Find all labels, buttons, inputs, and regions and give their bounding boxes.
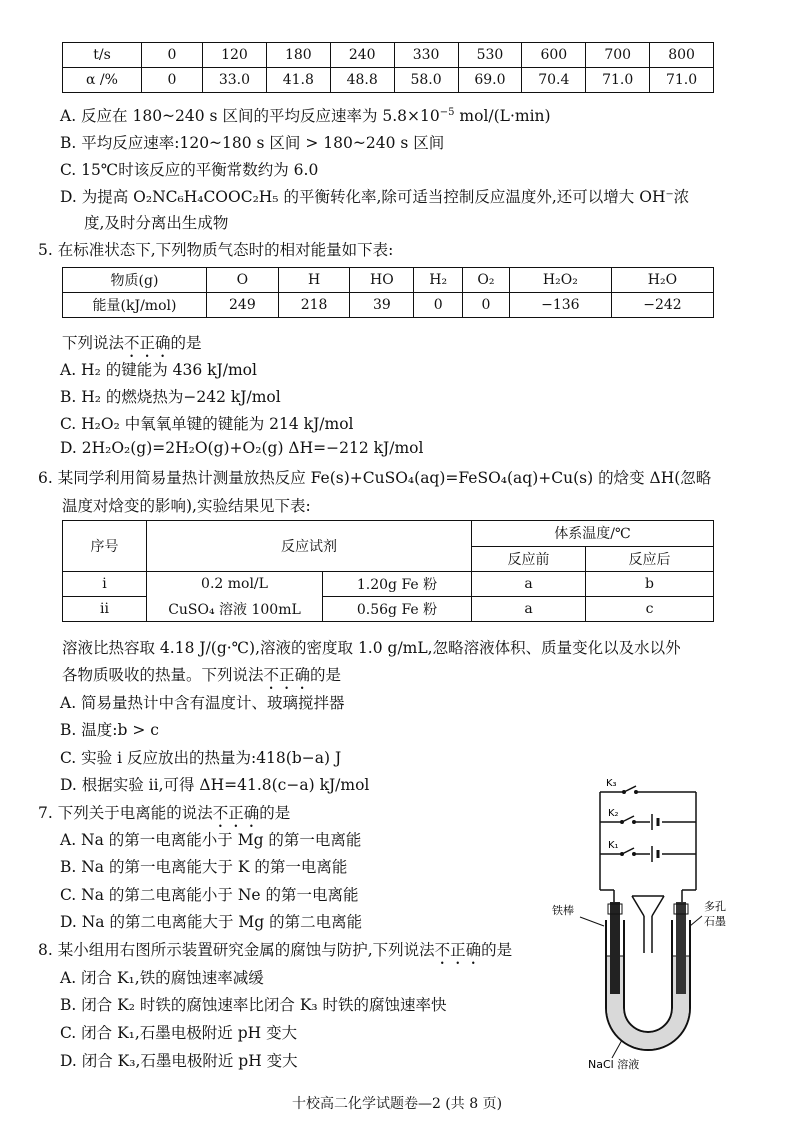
table-cell: 180 [266,43,330,68]
table-row [63,68,714,93]
table-row [63,521,714,547]
q6-note: 溶液比热容取 4.18 J/(g·℃),溶液的密度取 1.0 g/mL,忽略溶液体积、质量变化以及水以外 [62,639,681,657]
table-cell: 218 [278,293,350,318]
table-cell: 600 [522,43,586,68]
q4-option-a-unit: mol/(L·min) [454,107,551,125]
q5-question [62,331,202,361]
q5-stem: 5. 在标准状态下,下列物质气态时的相对能量如下表: [38,241,394,259]
q4-option-a [60,104,551,126]
table-cell: 33.0 [203,68,267,93]
header-before: 反应前 [472,546,586,572]
table-cell: 69.0 [458,68,522,93]
table-cell: 249 [207,293,279,318]
q5-option-a: A. H₂ 的键能为 436 kJ/mol [60,361,257,379]
table-cell: 物质(g) [63,268,207,293]
q7-stem-emphasis: 不正确 [212,804,260,822]
q6-question-text: 各物质吸收的热量。下列说法 [62,666,264,684]
table-row [63,572,714,597]
q5-option-c: C. H₂O₂ 中氧氧单键的键能为 214 kJ/mol [60,415,354,433]
q8-option-b: B. 闭合 K₂ 时铁的腐蚀速率比闭合 K₃ 时铁的腐蚀速率快 [60,996,447,1014]
q6-stem-cont: 温度对焓变的影响),实验结果见下表: [62,497,311,515]
graphite-label-2: 石墨 [704,915,726,928]
table-cell: H [278,268,350,293]
table-cell: α /% [63,68,142,93]
page-footer: 十校高二化学试题卷—2 (共 8 页) [291,1096,503,1112]
table-cell: 0 [414,293,463,318]
table-cell: O [207,268,279,293]
k3-label: K₃ [606,778,617,789]
energy-table [62,267,714,318]
table-cell: 530 [458,43,522,68]
table-cell: 800 [650,43,714,68]
table-cell: 41.8 [266,68,330,93]
battery-icon [652,814,658,862]
table-cell: O₂ [463,268,510,293]
table-cell: 240 [330,43,394,68]
table-cell: −136 [509,293,611,318]
table-cell: H₂O [611,268,713,293]
switch-contacts [620,790,638,856]
table-cell: HO [350,268,414,293]
table-cell: t/s [63,43,142,68]
calorimetry-table [62,520,714,622]
table-cell: 39 [350,293,414,318]
q8-option-a: A. 闭合 K₁,铁的腐蚀速率减缓 [60,969,264,987]
q8-stem-tail: 的是 [481,941,513,959]
q6-option-b: B. 温度:b > c [60,721,159,739]
q4-option-a-text: A. 反应在 180~240 s 区间的平均反应速率为 5.8×10 [60,107,440,125]
q4-option-d: D. 为提高 O₂NC₆H₄COOC₂H₅ 的平衡转化率,除可适当控制反应温度外,还可以增大 OH⁻浓 [60,188,690,206]
header-temperature: 体系温度/℃ [472,521,714,547]
table-cell: CuSO₄ 溶液 100mL [147,597,323,622]
q5-question-emphasis: 不正确 [124,334,171,352]
table-cell: 0 [142,43,203,68]
q7-stem-tail: 的是 [259,804,291,822]
q7-option-c: C. Na 的第二电离能小于 Ne 的第一电离能 [60,886,359,904]
header-no: 序号 [63,521,147,572]
table-cell: i [63,572,147,597]
corrosion-apparatus-figure [552,778,732,1078]
table-cell: 0.56g Fe 粉 [323,597,472,622]
table-row [63,268,714,293]
q4-option-a-exponent: −5 [439,106,455,118]
q8-stem-emphasis: 不正确 [434,941,482,959]
q6-question [62,663,341,693]
table-cell: a [472,572,586,597]
table-cell: b [586,572,714,597]
table-cell: 能量(kJ/mol) [63,293,207,318]
q6-question-emphasis: 不正确 [263,666,311,684]
q5-option-b: B. H₂ 的燃烧热为−242 kJ/mol [60,388,281,406]
q7-option-b: B. Na 的第一电离能大于 K 的第一电离能 [60,858,348,876]
table-cell: −242 [611,293,713,318]
time-conversion-table [62,42,714,93]
table-cell: 0 [142,68,203,93]
table-cell: c [586,597,714,622]
q4-option-d-cont: 度,及时分离出生成物 [84,214,229,232]
q6-option-c: C. 实验 i 反应放出的热量为:418(b−a) J [60,749,342,767]
q8-option-c: C. 闭合 K₁,石墨电极附近 pH 变大 [60,1024,298,1042]
q5-question-text: 下列说法 [62,334,125,352]
q7-stem-text: 7. 下列关于电离能的说法 [38,804,213,822]
k2-label: K₂ [608,808,619,819]
table-cell: 58.0 [394,68,458,93]
header-reagent: 反应试剂 [147,521,472,572]
q7-option-d: D. Na 的第二电离能大于 Mg 的第二电离能 [60,913,363,931]
funnel [632,896,664,953]
table-row [63,43,714,68]
q8-stem-text: 8. 某小组用右图所示装置研究金属的腐蚀与防护,下列说法 [38,941,435,959]
table-cell: 48.8 [330,68,394,93]
table-cell: ii [63,597,147,622]
iron-rod-label: 铁棒 [552,904,574,917]
iron-rod [610,902,620,994]
table-cell: H₂O₂ [509,268,611,293]
q8-option-d: D. 闭合 K₃,石墨电极附近 pH 变大 [60,1052,298,1070]
nacl-solution-label: NaCl 溶液 [588,1058,640,1071]
table-row [63,293,714,318]
header-after: 反应后 [586,546,714,572]
q8-stem [38,938,512,968]
k1-label: K₁ [608,840,619,851]
table-cell: 120 [203,43,267,68]
q7-option-a: A. Na 的第一电离能小于 Mg 的第一电离能 [60,831,362,849]
q6-option-d: D. 根据实验 ii,可得 ΔH=41.8(c−a) kJ/mol [60,776,370,794]
table-cell: 71.0 [586,68,650,93]
graphite-electrode [676,902,686,994]
q4-option-b: B. 平均反应速率:120~180 s 区间 > 180~240 s 区间 [60,134,445,152]
table-cell: 330 [394,43,458,68]
table-cell: 1.20g Fe 粉 [323,572,472,597]
table-cell: a [472,597,586,622]
q6-question-tail: 的是 [310,666,342,684]
table-cell: 0 [463,293,510,318]
q5-option-d: D. 2H₂O₂(g)=2H₂O(g)+O₂(g) ΔH=−212 kJ/mol [60,439,424,457]
q6-stem: 6. 某同学利用简易量热计测量放热反应 Fe(s)+CuSO₄(aq)=FeSO₄(aq)+Cu(s) 的焓变 ΔH(忽略 [38,469,712,487]
q6-option-a: A. 简易量热计中含有温度计、玻璃搅拌器 [60,694,345,712]
table-cell: 70.4 [522,68,586,93]
graphite-label-1: 多孔 [704,900,726,913]
table-cell: 71.0 [650,68,714,93]
table-row [63,597,714,622]
table-cell: 700 [586,43,650,68]
table-cell: H₂ [414,268,463,293]
q7-stem [38,801,290,831]
q4-option-c: C. 15℃时该反应的平衡常数约为 6.0 [60,161,319,179]
q5-question-tail: 的是 [170,334,202,352]
table-cell: 0.2 mol/L [147,572,323,597]
